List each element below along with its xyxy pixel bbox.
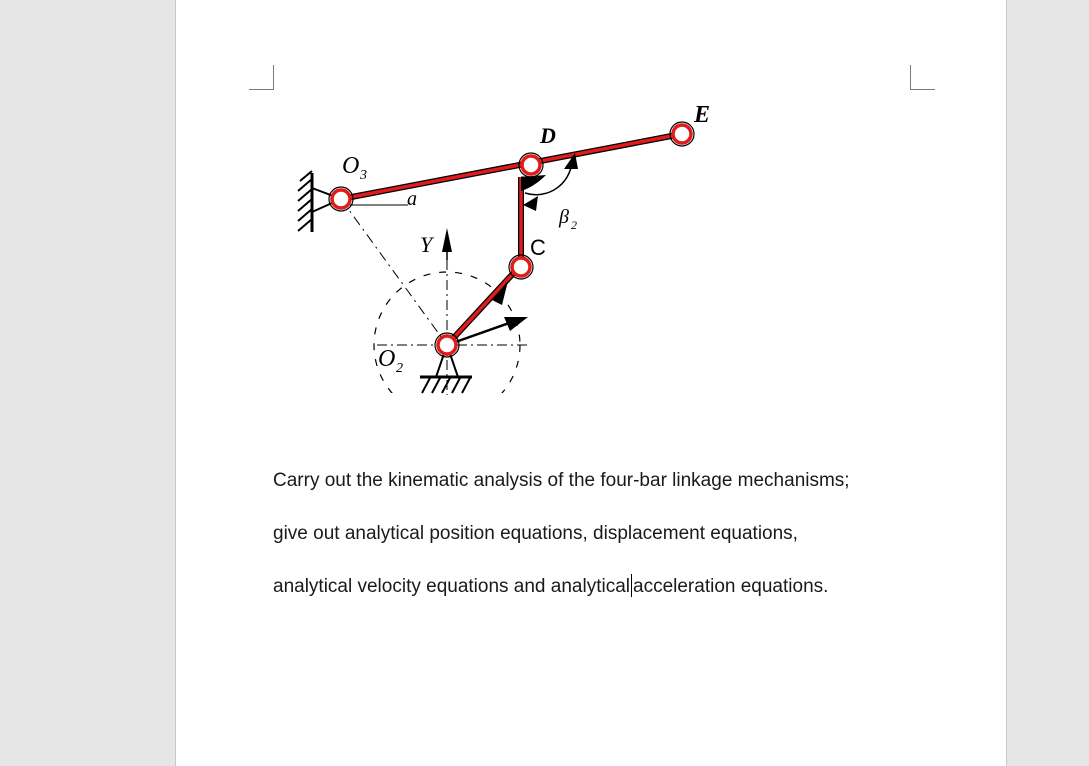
label-o3: O [342, 153, 360, 179]
label-o2-sub: 2 [396, 361, 403, 376]
paragraph-line-3-head: analytical velocity equations and analytical [273, 576, 630, 597]
document-page[interactable] [175, 0, 1007, 766]
margin-corner-top-right [910, 65, 935, 90]
ground-o2-hatch [422, 378, 470, 393]
margin-corner-top-left [249, 65, 274, 90]
ground-o3-hatch [298, 171, 312, 231]
label-o3-sub: 3 [360, 168, 367, 183]
joint-c [512, 258, 530, 276]
document-body-text[interactable] [273, 466, 933, 625]
label-e: E [694, 102, 711, 128]
joint-e [673, 125, 691, 143]
joint-o2 [438, 336, 456, 354]
linkage-diagram [272, 95, 712, 400]
text-cursor [631, 574, 632, 597]
joint-o3 [332, 190, 350, 208]
omega-arrow-head [504, 317, 528, 331]
label-o2: O [378, 346, 396, 372]
label-y: Y [420, 232, 433, 257]
frame-line-o3-o2 [341, 199, 447, 345]
label-d: D [540, 123, 556, 148]
y-axis-arrow [442, 228, 452, 252]
label-beta-sub: 2 [571, 218, 577, 232]
label-c: C [530, 235, 546, 260]
paragraph-line-3-tail: acceleration equations. [633, 576, 829, 597]
label-a: a [407, 188, 417, 210]
label-beta: β [559, 206, 569, 228]
linkage-figure[interactable] [272, 95, 712, 400]
paragraph-line-2[interactable]: give out analytical position equations, displacement equations, [273, 523, 798, 544]
rocker-link [341, 134, 682, 199]
paragraph-line-1[interactable]: Carry out the kinematic analysis of the four-bar linkage mechanisms; [273, 470, 850, 491]
paragraph-line-3[interactable] [273, 572, 933, 625]
beta-arrow-bottom [523, 196, 538, 211]
joint-d [522, 156, 540, 174]
